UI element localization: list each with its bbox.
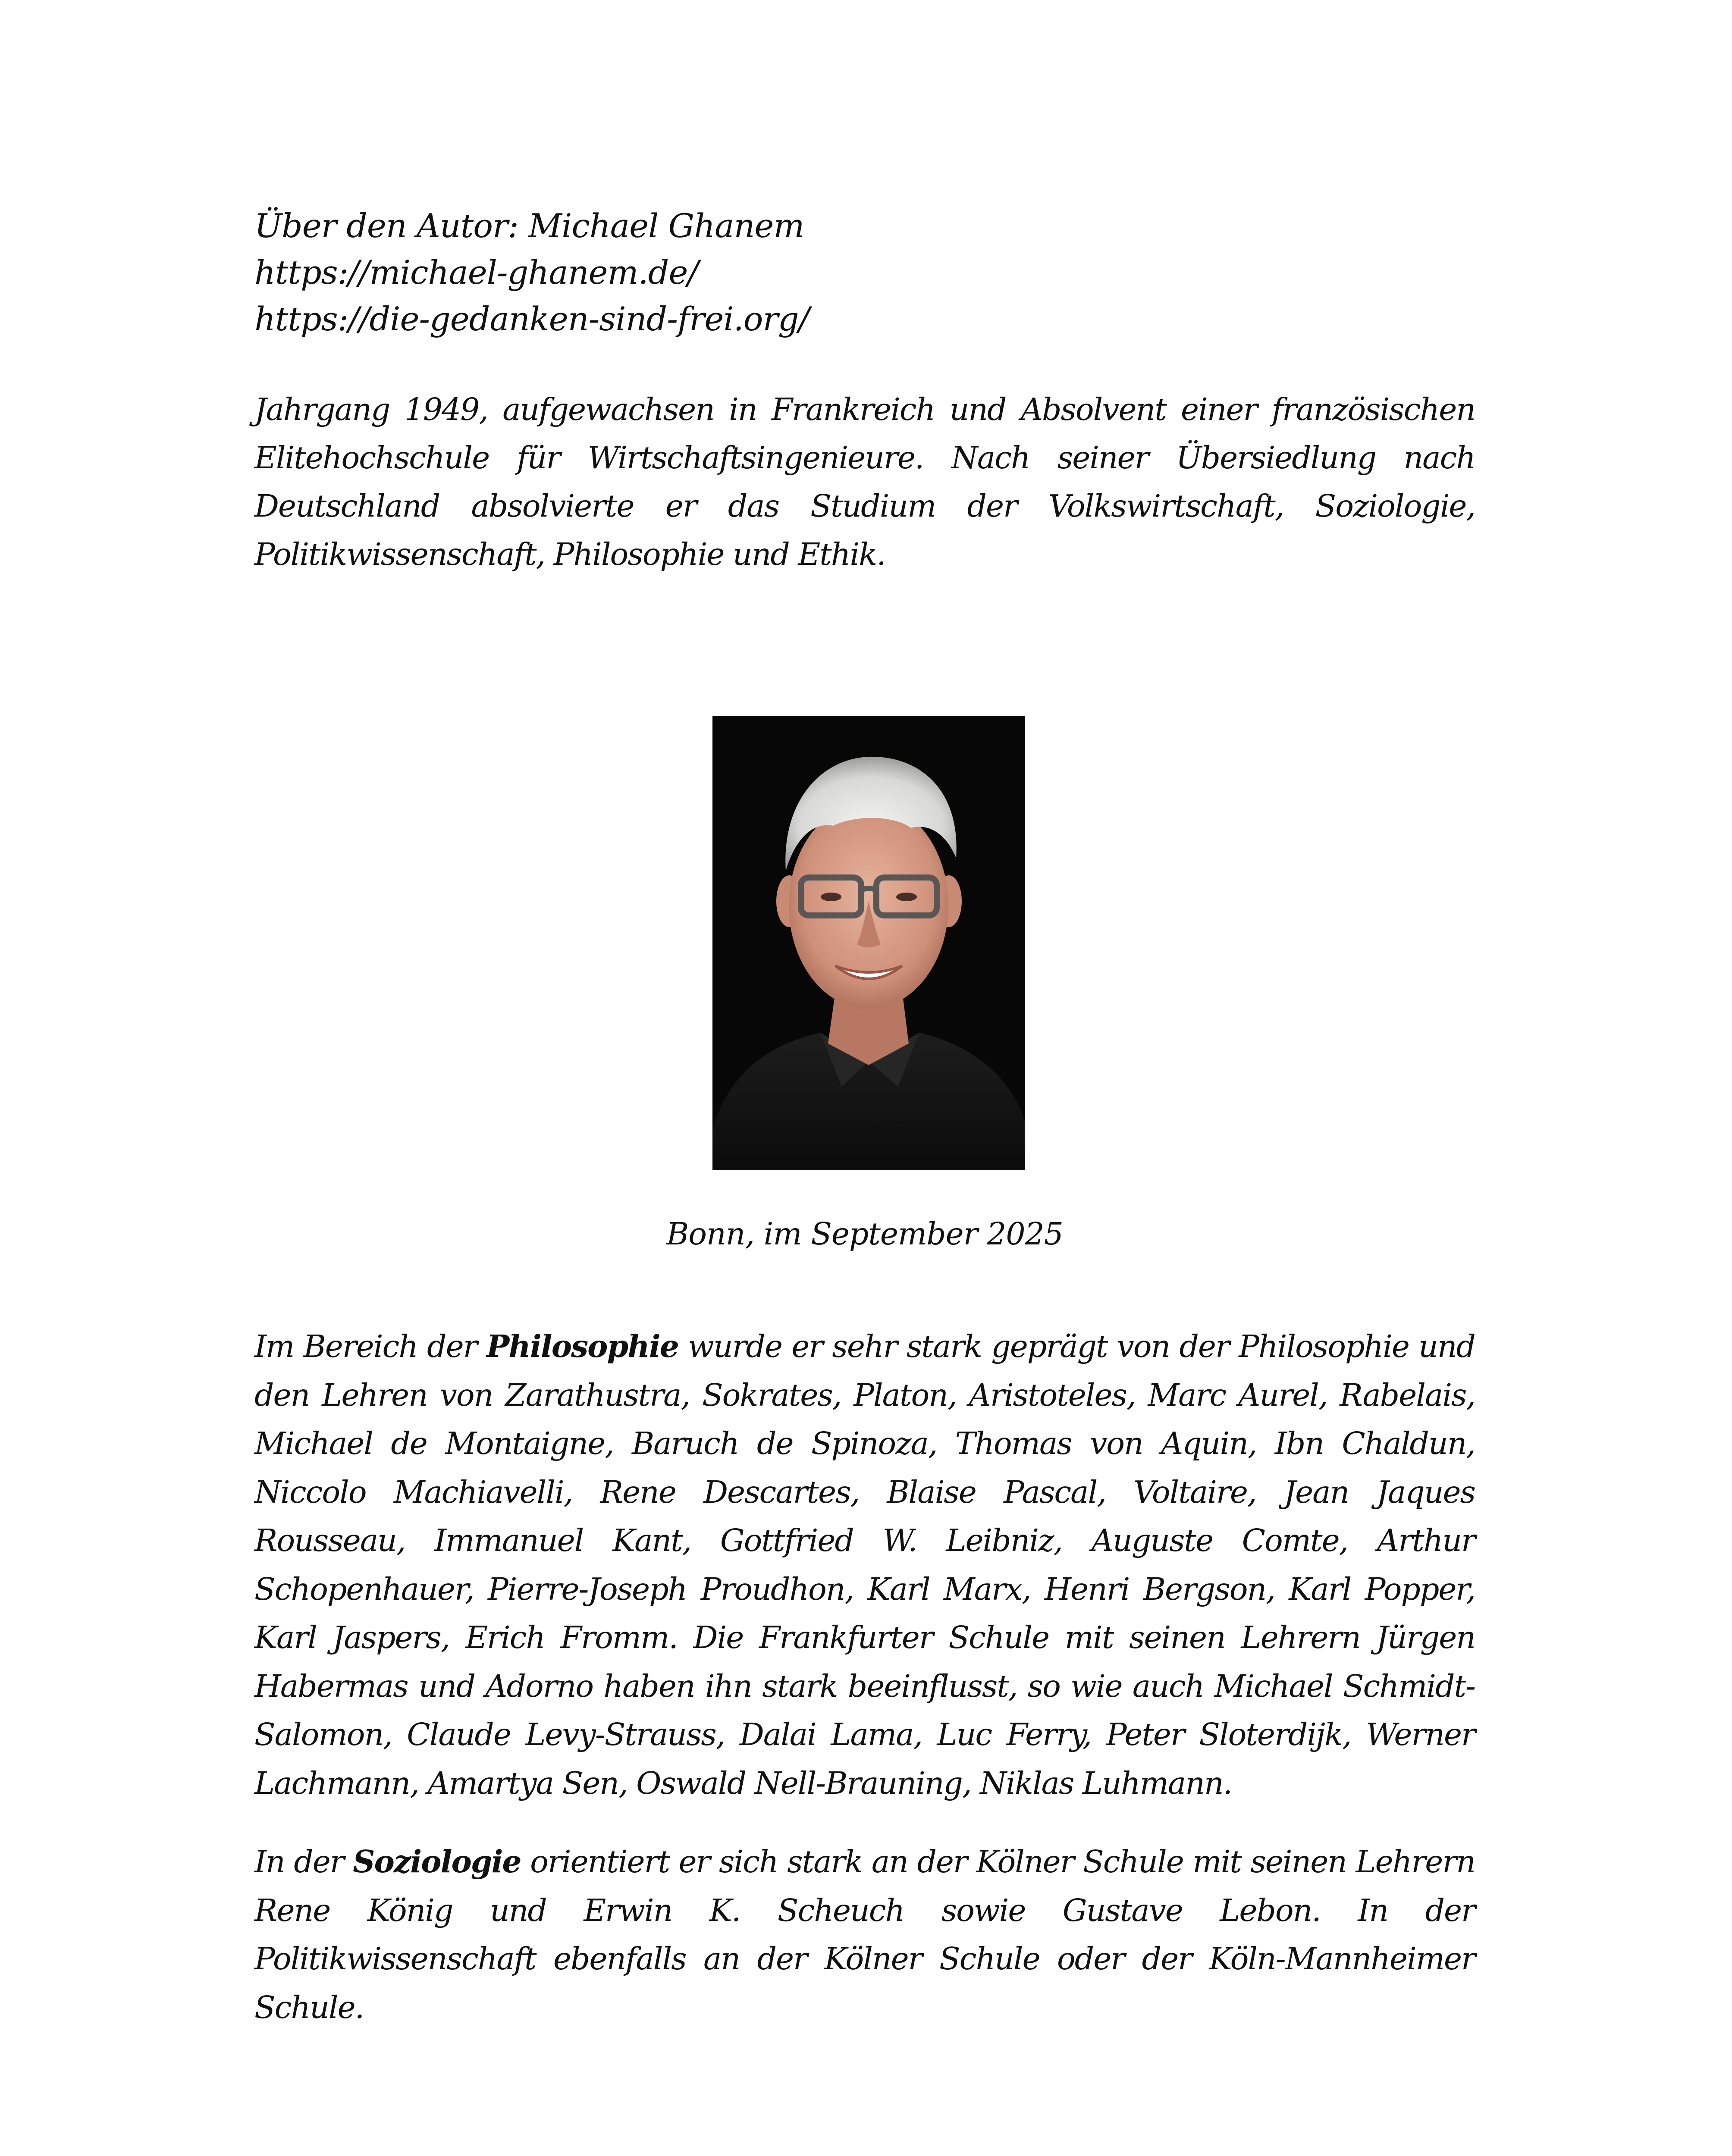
sociology-lead: In der (254, 1844, 353, 1880)
sociology-paragraph (254, 1837, 1475, 2032)
sociology-text: orientiert er sich stark an der Kölner Schule mit seinen Lehrern Rene König und Erwin K. Scheuch sowie Gustave Lebon. In der Politikwissenschaft ebenfalls an der Kölner Schule oder der Köln-Mannheimer Schule. (254, 1844, 1475, 2025)
author-photo (712, 716, 1025, 1170)
author-website-link[interactable]: https://michael-ghanem.de/ (254, 253, 698, 291)
author-title: Über den Autor: Michael Ghanem (254, 207, 804, 245)
philosophy-lead: Im Bereich der (254, 1329, 486, 1364)
author-bio: Jahrgang 1949, aufgewachsen in Frankreich und Absolvent einer französischen Elitehochschule für Wirtschaftsingenieure. Nach seiner Übersiedlung nach Deutschland absolvierte er das Studium der Volkswirtschaft, Soziologie, Politikwissenschaft, Philosophie und Ethik. (254, 392, 1475, 572)
author-header (254, 203, 1475, 342)
photo-caption: Bonn, im September 2025 (666, 1216, 1063, 1252)
philosophy-text: wurde er sehr stark geprägt von der Philosophie und den Lehren von Zarathustra, Sokrates, Platon, Aristoteles, Marc Aurel, Rabelais, Michael de Montaigne, Baruch de Spinoza, Thomas von Aquin, Ibn Chaldun, Niccolo Machiavelli, Rene Descartes, Blaise Pascal, Voltaire, Jean Jaques Rousseau, Immanuel Kant, Gottfried W. Leibniz, Auguste Comte, Arthur Schopenhauer, Pierre-Joseph Proudhon, Karl Marx, Henri Bergson, Karl Popper, Karl Jaspers, Erich Fromm. Die Frankfurter Schule mit seinen Lehrern Jürgen Habermas und Adorno haben ihn stark beeinflusst, so wie auch Michael Schmidt-Salomon, Claude Levy-Strauss, Dalai Lama, Luc Ferry, Peter Sloterdijk, Werner Lachmann, Amartya Sen, Oswald Nell-Brauning, Niklas Luhmann. (254, 1329, 1475, 1801)
philosophy-keyword: Philosophie (486, 1328, 678, 1364)
sociology-keyword: Soziologie (353, 1843, 521, 1880)
philosophy-paragraph (254, 1322, 1475, 1808)
blog-website-link[interactable]: https://die-gedanken-sind-frei.org/ (254, 300, 810, 338)
portrait-image (712, 716, 1025, 1170)
